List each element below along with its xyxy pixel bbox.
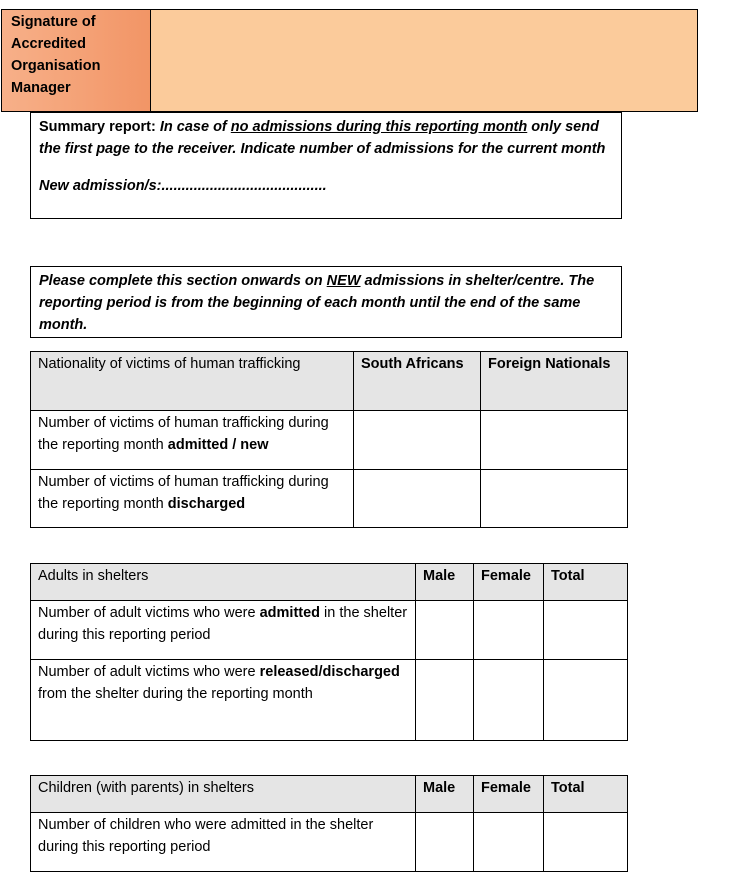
children-admitted-male-cell[interactable]	[416, 813, 474, 872]
table-row	[31, 813, 628, 872]
signature-label	[2, 10, 151, 111]
row-label-bold: admitted	[259, 605, 321, 621]
column-header: Adults in shelters	[31, 564, 416, 601]
row-label-bold: admitted / new	[167, 437, 269, 453]
signature-label-line: Organisation	[11, 58, 101, 74]
column-header: Nationality of victims of human trafficking	[31, 352, 354, 411]
summary-text-2: only send the first page to the receiver. Indicate number of admissions for the current month	[39, 119, 606, 157]
summary-report-text	[39, 116, 615, 160]
row-label-text: Number of adult victims who were	[38, 664, 260, 680]
instructions-box	[30, 266, 622, 338]
adults-released-male-cell[interactable]	[416, 660, 474, 741]
signature-block	[1, 9, 698, 112]
row-label	[31, 411, 354, 470]
row-label-text: Number of victims of human trafficking during the reporting month	[38, 415, 329, 453]
signature-label-line: Manager	[11, 80, 71, 96]
column-header: South Africans	[354, 352, 481, 411]
adults-admitted-total-cell[interactable]	[544, 601, 628, 660]
summary-report-lead: Summary report:	[39, 119, 160, 135]
signature-label-line: Accredited	[11, 36, 86, 52]
south-africans-discharged-cell[interactable]	[354, 470, 481, 528]
signature-label-line: Signature of	[11, 14, 96, 30]
foreign-nationals-discharged-cell[interactable]	[481, 470, 628, 528]
nationality-table	[30, 351, 628, 528]
row-label-text: Number of adult victims who were	[38, 605, 260, 621]
adults-admitted-male-cell[interactable]	[416, 601, 474, 660]
children-admitted-female-cell[interactable]	[474, 813, 544, 872]
instructions-text-2: admissions in shelter/centre. The reporting period is from the beginning of each month until the end of the same month.	[39, 273, 595, 333]
table-row	[31, 411, 628, 470]
column-header: Total	[544, 564, 628, 601]
row-label-bold: discharged	[167, 496, 246, 512]
row-label-text: in the shelter during this reporting period	[38, 605, 408, 643]
children-table	[30, 775, 628, 872]
row-label-text: Number of victims of human trafficking during the reporting month	[38, 474, 329, 512]
new-admissions-field[interactable]: New admission/s:.........................................	[39, 178, 327, 194]
table-row	[31, 601, 628, 660]
row-label	[31, 660, 416, 741]
summary-report-box	[30, 112, 622, 219]
table-row	[31, 470, 628, 528]
table-header-row	[31, 564, 628, 601]
column-header: Total	[544, 776, 628, 813]
column-header: Children (with parents) in shelters	[31, 776, 416, 813]
column-header: Male	[416, 776, 474, 813]
instructions-text-1: Please complete this section onwards on	[39, 273, 327, 289]
adults-released-total-cell[interactable]	[544, 660, 628, 741]
row-label	[31, 813, 416, 872]
children-admitted-total-cell[interactable]	[544, 813, 628, 872]
column-header: Foreign Nationals	[481, 352, 628, 411]
column-header: Female	[474, 776, 544, 813]
column-header: Female	[474, 564, 544, 601]
table-header-row	[31, 776, 628, 813]
table-row	[31, 660, 628, 741]
signature-field[interactable]	[151, 10, 697, 111]
row-label-text: Number of children who were admitted in the shelter during this reporting period	[38, 817, 374, 855]
row-label-text: from the shelter during the reporting month	[38, 686, 313, 702]
adults-table	[30, 563, 628, 741]
table-header-row	[31, 352, 628, 411]
foreign-nationals-admitted-cell[interactable]	[481, 411, 628, 470]
summary-underlined: no admissions during this reporting month	[230, 119, 528, 135]
column-header: Male	[416, 564, 474, 601]
south-africans-admitted-cell[interactable]	[354, 411, 481, 470]
instructions-underlined: NEW	[326, 273, 361, 289]
row-label	[31, 601, 416, 660]
adults-released-female-cell[interactable]	[474, 660, 544, 741]
adults-admitted-female-cell[interactable]	[474, 601, 544, 660]
row-label-bold: released/discharged	[259, 664, 400, 680]
row-label	[31, 470, 354, 528]
summary-text-1: In case of	[159, 119, 231, 135]
